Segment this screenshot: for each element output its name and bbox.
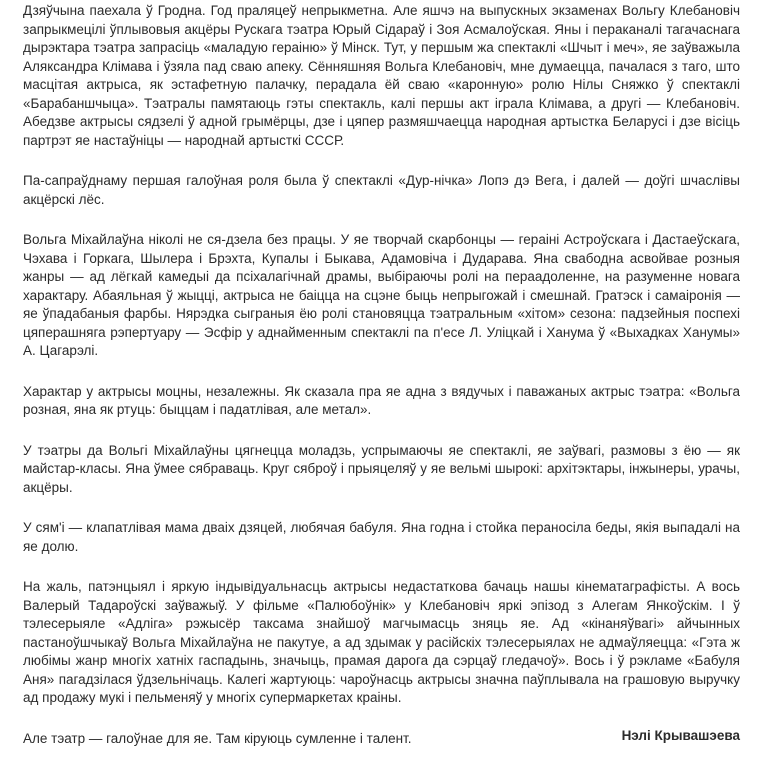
article-paragraph: Па-сапраўднаму першая галоўная роля была ў спектаклі «Дур-нічка» Лопэ дэ Вега, і далей — доўгі шчаслівы акцёрскі лёс.: [23, 173, 740, 207]
article-paragraph: У сям'і — клапатлівая мама дваіх дзяцей, любячая бабуля. Яна годна і стойка пераносіла беды, якія выпадалі на яе долю.: [23, 520, 740, 554]
article-paragraph: У тэатры да Вольгі Міхайлаўны цягнецца моладзь, успрымаючы яе спектаклі, яе заўвагі, размовы з ёю — як майстар-класы. Яна ўмее сябраваць. Круг сяброў і прыяцеляў у яе вельмі шырокі: архітэктары, інжынеры, урачы, акцёры.: [23, 442, 740, 495]
article-author: Нэлі Крывашэева: [621, 728, 740, 743]
article-paragraph: На жаль, патэнцыял і яркую індывідуальнасць актрысы недастаткова бачаць нашы кінематаграфісты. А вось Валерый Тадароўскі заўважыў. У фільме «Палюбоўнік» у Клебановіч яркі эпізод з Алегам Янкоўскім. І ў тэлесерыяле «Адліга» рэжысёр таксама знайшоў магчымасць зняць яе. Ад «кінаняўвагі» айчынных пастаноўшчыкаў Вольга Міхайлаўна не пакутуе, а ад здымак у расійскіх тэлесерыялах не адмаўляецца: «Гэта ж любімы жанр многіх хатніх гаспадынь, значыць, прамая дарога да сэрцаў гледачоў». Вось і ў рэкламе «Бабуля Аня» пагадзілася ўдзельнічаць. Калегі жартуюць: чароўнасць актрысы значна паўплывала на грашовую выручку ад продажу мукі і пельменяў у многіх супермаркетах краіны.: [23, 579, 740, 705]
article-paragraph: Вольга Міхайлаўна ніколі не ся-дзела без працы. У яе творчай скарбонцы — гераіні Астроўскага і Дастаеўскага, Чэхава і Горкага, Шылера і Брэхта, Купалы і Быкава, Адамовіча і Дударава. Яна свабодна асвойвае розныя жанры — ад лёгкай камедыі да псіхалагічнай драмы, выбіраючы ролі на пераадоленне, на разуменне новага характару. Абаяльная ў жыцці, актрыса не баіцца на сцэне быць непрыгожай і смешнай. Гратэск і самаіронія — яе ўпадабаныя фарбы. Нярэдка сыграныя ёю ролі становяцца тэатральным «хітом» сезона: падзейныя поспехі цяперашняга рэпертуару — Эсфір у аднайменным спектаклі па п'есе Л. Уліцкай і Ханума ў «Выхадках Ханумы» А. Цагарэлі.: [23, 232, 740, 358]
article-paragraph: Характар у актрысы моцны, незалежны. Як сказала пра яе адна з вядучых і паважаных актрыс тэатра: «Вольга розная, яна як ртуць: быццам і падатлівая, але метал».: [23, 383, 740, 417]
article-paragraph: Але тэатр — галоўнае для яе. Там кіруюць сумленне і талент.: [23, 730, 412, 746]
article-paragraph: Дзяўчына паехала ў Гродна. Год праляцеў непрыкметна. Але яшчэ на выпускных экзаменах Вольгу Клебановіч запрыкмецілі ўплывовыя акцёры Рускага тэатра Юрый Сідараў і Зоя Асмалоўская. Яны і пераканалі тагачаснага дырэктара тэатра запрасіць «маладую гераіню» ў Мінск. Тут, у першым жа спектаклі «Шчыт і меч», яе заўважыла Аляксандра Клімава і ўзяла пад сваю апеку. Сённяшняя Вольга Клебановіч, мне думаецца, пачалася з таго, што масцітая актрыса, як эстафетную палачку, перадала ёй сваю «каронную» ролю Нілы Сняжко ў спектаклі «Барабаншчыца». Тэатралы памятаюць гэты спектакль, калі першы акт іграла Клімава, а другі — Клебановіч. Абедзве актрысы сядзелі ў адной грымёрцы, дзе і цяпер размяшчаецца народная артыстка Беларусі і дзе вісіць партрэт яе настаўніцы — народнай артысткі СССР.: [23, 3, 740, 148]
